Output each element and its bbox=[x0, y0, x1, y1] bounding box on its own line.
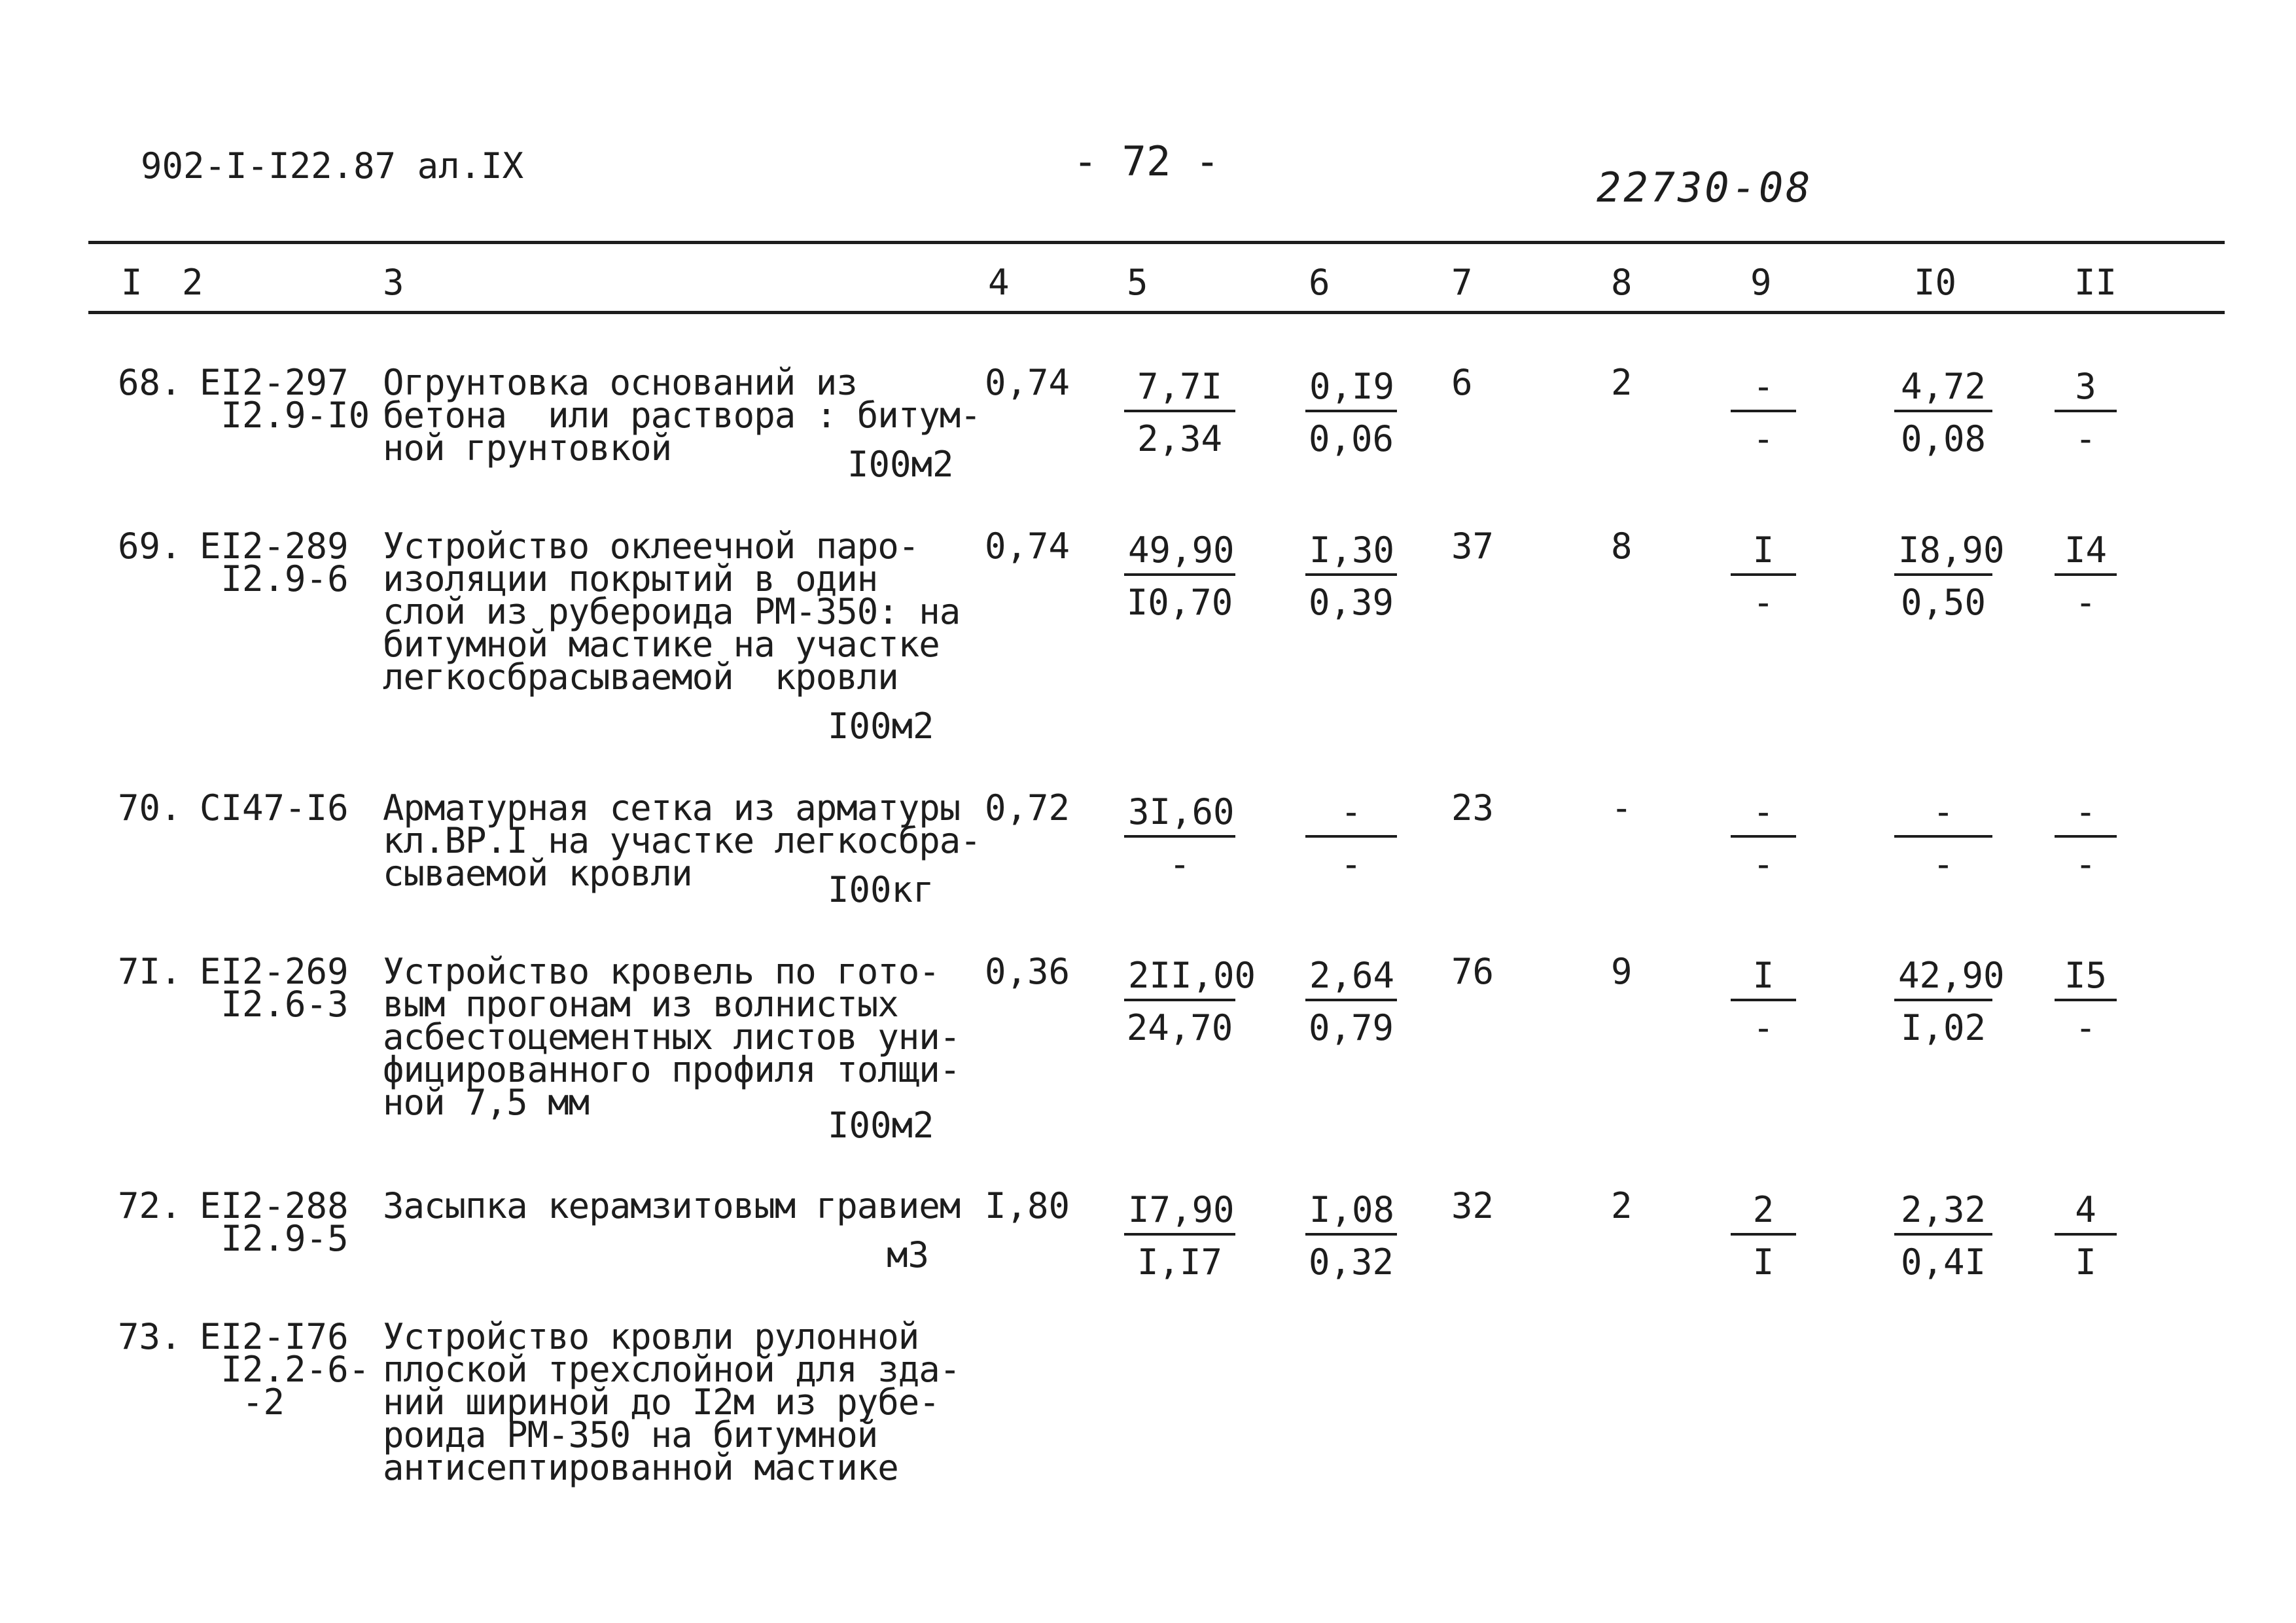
col11-fraction bbox=[2055, 955, 2117, 1048]
col9-top: 2 bbox=[1731, 1190, 1796, 1236]
col6-bottom: - bbox=[1340, 844, 1362, 885]
col11-top: - bbox=[2055, 792, 2117, 838]
table-header-rule bbox=[88, 311, 2225, 314]
col6-fraction bbox=[1305, 792, 1397, 885]
col10-fraction bbox=[1894, 955, 2005, 1048]
col5-bottom: I,I7 bbox=[1137, 1241, 1223, 1283]
col7-value: 37 bbox=[1451, 526, 1494, 567]
column-header-7: 7 bbox=[1451, 262, 1473, 303]
col5-top: 2II,00 bbox=[1124, 955, 1235, 1001]
norm-code: EI2-297 I2.9-I0 bbox=[200, 362, 370, 436]
col5-fraction bbox=[1124, 792, 1235, 885]
col5-top: 3I,60 bbox=[1124, 792, 1235, 838]
col5-fraction bbox=[1124, 530, 1235, 623]
col8-value: 9 bbox=[1611, 951, 1633, 992]
row-number: 72. bbox=[118, 1185, 182, 1226]
col5-fraction bbox=[1124, 1190, 1235, 1283]
col8-value: 2 bbox=[1611, 1185, 1633, 1226]
row-number: 69. bbox=[118, 526, 182, 567]
col9-bottom: - bbox=[1752, 1007, 1775, 1048]
col5-top: 7,7I bbox=[1124, 366, 1235, 412]
col11-top: 3 bbox=[2055, 366, 2117, 412]
col10-top: 4,72 bbox=[1894, 366, 1992, 412]
col11-top: I5 bbox=[2055, 955, 2117, 1001]
work-description: Арматурная сетка из арматуры кл.ВР.I на участке легкосбра- сываемой кровли bbox=[383, 787, 981, 894]
col9-bottom: I bbox=[1752, 1241, 1775, 1283]
col5-bottom: 2,34 bbox=[1137, 418, 1223, 459]
work-description: Устройство кровли рулонной плоской трехслойной для зда- ний шириной до I2м из рубе- роида РМ-350 на битумной антисептированной мастике bbox=[383, 1316, 961, 1488]
col6-bottom: 0,79 bbox=[1308, 1007, 1394, 1048]
col10-bottom: I,02 bbox=[1900, 1007, 1987, 1048]
col5-fraction bbox=[1124, 366, 1235, 459]
col11-fraction bbox=[2055, 366, 2117, 459]
col8-value: 2 bbox=[1611, 362, 1633, 403]
col10-top: 2,32 bbox=[1894, 1190, 1992, 1236]
col6-fraction bbox=[1305, 1190, 1397, 1283]
col10-fraction bbox=[1894, 529, 2005, 623]
quantity: 0,72 bbox=[985, 787, 1070, 829]
column-header-10: I0 bbox=[1914, 262, 1957, 303]
col11-bottom: - bbox=[2075, 418, 2096, 459]
col6-top: I,30 bbox=[1305, 530, 1397, 576]
document-code: 902-I-I22.87 ал.IX bbox=[141, 145, 524, 187]
col8-value: - bbox=[1611, 787, 1633, 829]
col9-fraction bbox=[1731, 792, 1796, 885]
row-number: 73. bbox=[118, 1316, 182, 1357]
page-number: - 72 - bbox=[1073, 137, 1220, 185]
col7-value: 6 bbox=[1451, 362, 1473, 403]
table-row bbox=[0, 951, 2296, 1152]
col10-bottom: 0,4I bbox=[1900, 1241, 1987, 1283]
row-number: 70. bbox=[118, 787, 182, 829]
col11-fraction bbox=[2055, 1190, 2117, 1283]
column-header-11: II bbox=[2074, 262, 2117, 303]
unit-of-measure: I00м2 bbox=[847, 444, 954, 485]
table-row bbox=[0, 1316, 2296, 1517]
work-description: Огрунтовка оснований из бетона или раствора : битум- ной грунтовкой bbox=[383, 362, 981, 469]
col9-bottom: - bbox=[1752, 844, 1775, 885]
col5-fraction bbox=[1124, 955, 1256, 1048]
col6-top: 0,I9 bbox=[1305, 366, 1397, 412]
col10-bottom: 0,50 bbox=[1900, 582, 1987, 623]
col11-bottom: - bbox=[2075, 1007, 2096, 1048]
unit-of-measure: м3 bbox=[887, 1234, 930, 1275]
column-header-3: 3 bbox=[383, 262, 404, 303]
col9-fraction bbox=[1731, 1190, 1796, 1283]
col6-bottom: 0,32 bbox=[1308, 1241, 1394, 1283]
col9-fraction bbox=[1731, 530, 1796, 623]
col10-top: - bbox=[1894, 792, 1992, 838]
unit-of-measure: I00м2 bbox=[828, 1105, 934, 1146]
col11-top: 4 bbox=[2055, 1190, 2117, 1236]
col10-fraction bbox=[1894, 366, 1992, 459]
col9-top: I bbox=[1731, 955, 1796, 1001]
col10-bottom: - bbox=[1932, 844, 1954, 885]
col7-value: 23 bbox=[1451, 787, 1494, 829]
norm-code: CI47-I6 bbox=[200, 787, 349, 829]
row-number: 68. bbox=[118, 362, 182, 403]
quantity: 0,36 bbox=[985, 951, 1070, 992]
quantity: 0,74 bbox=[985, 362, 1070, 403]
col6-fraction bbox=[1305, 366, 1397, 459]
col6-fraction bbox=[1305, 530, 1397, 623]
col8-value: 8 bbox=[1611, 526, 1633, 567]
col5-top: I7,90 bbox=[1124, 1190, 1235, 1236]
col11-fraction bbox=[2055, 792, 2117, 885]
col11-bottom: - bbox=[2075, 582, 2096, 623]
col11-bottom: I bbox=[2075, 1241, 2096, 1283]
col10-top: I8,90 bbox=[1894, 530, 1992, 576]
col5-bottom: 24,70 bbox=[1126, 1007, 1233, 1048]
quantity: 0,74 bbox=[985, 526, 1070, 567]
col11-fraction bbox=[2055, 530, 2117, 623]
col6-top: 2,64 bbox=[1305, 955, 1397, 1001]
work-description: Устройство кровель по гото- вым прогонам из волнистых асбестоцементных листов уни- фицированного профиля толщи- ной 7,5 мм bbox=[383, 951, 961, 1123]
unit-of-measure: I00м2 bbox=[828, 705, 934, 747]
col11-bottom: - bbox=[2075, 844, 2096, 885]
work-description: Устройство оклеечной паро- изоляции покрытий в один слой из рубероида РМ-350: на битумной мастике на участке легкосбрасываемой кровли bbox=[383, 526, 961, 698]
col9-bottom: - bbox=[1752, 418, 1775, 459]
document-number: 22730-08 bbox=[1597, 164, 1813, 211]
column-header-8: 8 bbox=[1611, 262, 1633, 303]
col9-fraction bbox=[1731, 366, 1796, 459]
norm-code: EI2-289 I2.9-6 bbox=[200, 526, 349, 599]
col5-bottom: - bbox=[1169, 844, 1191, 885]
col9-bottom: - bbox=[1752, 582, 1775, 623]
table-top-rule bbox=[88, 241, 2225, 244]
col9-top: I bbox=[1731, 530, 1796, 576]
col7-value: 76 bbox=[1451, 951, 1494, 992]
col6-top: I,08 bbox=[1305, 1190, 1397, 1236]
col10-top: 42,90 bbox=[1894, 955, 1992, 1001]
column-header-2: 2 bbox=[182, 262, 203, 303]
col9-fraction bbox=[1731, 955, 1796, 1048]
col6-bottom: 0,39 bbox=[1308, 582, 1394, 623]
col11-top: I4 bbox=[2055, 530, 2117, 576]
table-row bbox=[0, 526, 2296, 747]
col10-fraction bbox=[1894, 1190, 1992, 1283]
quantity: I,80 bbox=[985, 1185, 1070, 1226]
column-header-6: 6 bbox=[1309, 262, 1330, 303]
unit-of-measure: I00кг bbox=[828, 869, 934, 910]
column-header-9: 9 bbox=[1750, 262, 1772, 303]
norm-code: EI2-I76 I2.2-6- -2 bbox=[200, 1316, 370, 1423]
column-header-5: 5 bbox=[1127, 262, 1148, 303]
col9-top: - bbox=[1731, 366, 1796, 412]
col6-top: - bbox=[1305, 792, 1397, 838]
col9-top: - bbox=[1731, 792, 1796, 838]
column-header-4: 4 bbox=[988, 262, 1010, 303]
col10-bottom: 0,08 bbox=[1900, 418, 1987, 459]
row-number: 7I. bbox=[118, 951, 182, 992]
col6-fraction bbox=[1305, 955, 1397, 1048]
work-description: Засыпка керамзитовым гравием bbox=[383, 1185, 961, 1226]
norm-code: EI2-288 I2.9-5 bbox=[200, 1185, 349, 1259]
norm-code: EI2-269 I2.6-3 bbox=[200, 951, 349, 1025]
col5-top: 49,90 bbox=[1124, 530, 1235, 576]
column-header-1: I bbox=[121, 262, 143, 303]
col5-bottom: I0,70 bbox=[1126, 582, 1233, 623]
col10-fraction bbox=[1894, 792, 1992, 885]
col6-bottom: 0,06 bbox=[1308, 418, 1394, 459]
col7-value: 32 bbox=[1451, 1185, 1494, 1226]
